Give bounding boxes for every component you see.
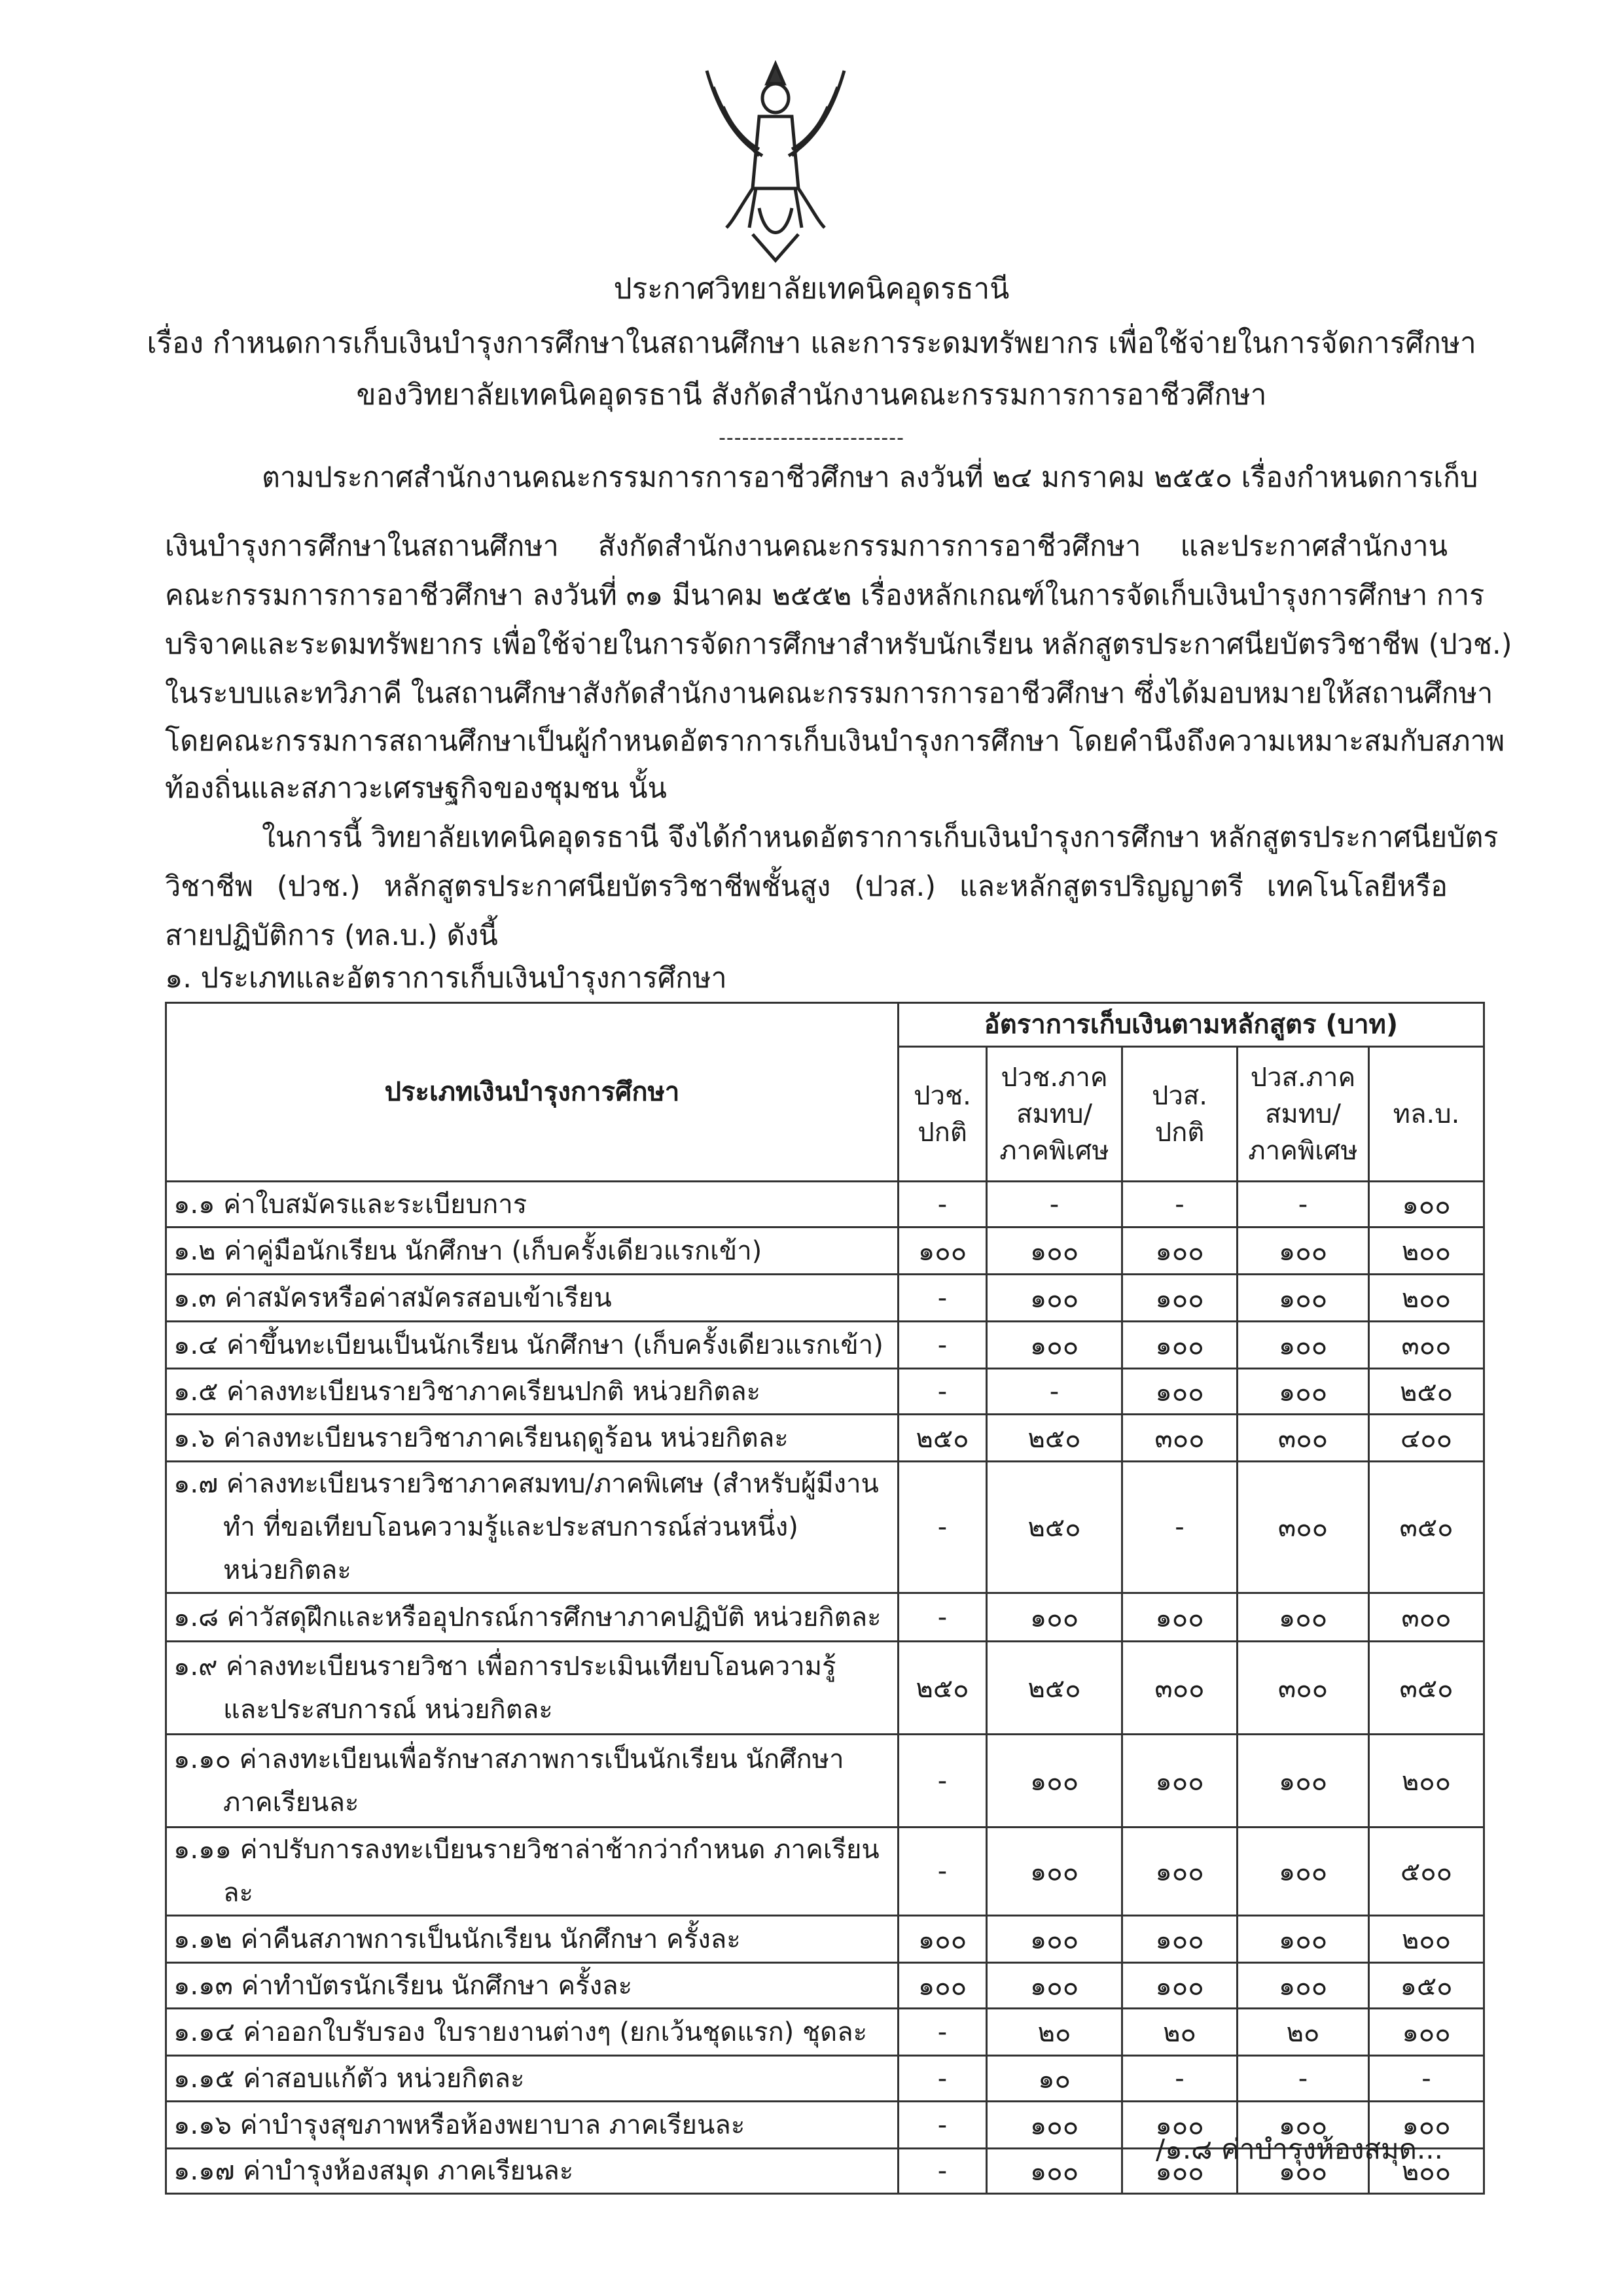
rate-cell: ๑๐๐	[987, 1963, 1122, 2009]
rate-cell: ๒๕๐	[987, 1642, 1122, 1735]
rate-cell: ๑๐๐	[987, 1593, 1122, 1642]
rate-cell: ๓๕๐	[1369, 1462, 1484, 1593]
rate-cell: ๑๐๐	[987, 2102, 1122, 2149]
paragraph-line: ในระบบและทวิภาคี ในสถานศึกษาสังกัดสำนักงานคณะกรรมการการอาชีวศึกษา ซึ่งได้มอบหมายให้สถานศึกษา	[165, 677, 1493, 710]
rate-cell: -	[1369, 2056, 1484, 2102]
paragraph-line: ตามประกาศสำนักงานคณะกรรมการการอาชีวศึกษา ลงวันที่ ๒๔ มกราคม ๒๕๕๐ เรื่องกำหนดการเก็บ	[262, 461, 1478, 494]
continuation-note: /๑.๘ ค่าบำรุงห้องสมุด...	[1156, 2133, 1443, 2165]
rate-cell: ๑๐๐	[1122, 1963, 1238, 2009]
rate-cell: ๑๐๐	[1238, 1828, 1369, 1916]
table-row	[166, 1369, 1484, 1415]
column-header-type: ประเภทเงินบำรุงการศึกษา	[166, 1003, 899, 1182]
paragraph-line: โดยคณะกรรมการสถานศึกษาเป็นผู้กำหนดอัตราการเก็บเงินบำรุงการศึกษา โดยคำนึงถึงความเหมาะสมกับสภาพ	[165, 725, 1505, 758]
rate-cell: ๑๐๐	[1238, 2102, 1369, 2149]
table-row	[166, 1322, 1484, 1369]
paragraph-line: วิชาชีพ (ปวช.) หลักสูตรประกาศนียบัตรวิชาชีพชั้นสูง (ปวส.) และหลักสูตรปริญญาตรี เทคโนโลยีหรือ	[165, 870, 1448, 903]
rate-cell: ๒๐	[1122, 2009, 1238, 2056]
rate-cell: ๑๐๐	[899, 1227, 987, 1275]
rate-cell: ๑๐๐	[987, 1735, 1122, 1828]
row-label: ๑.๒ ค่าคู่มือนักเรียน นักศึกษา (เก็บครั้งเดียวแรกเข้า)	[166, 1227, 899, 1275]
fee-table	[165, 1002, 1485, 2195]
rate-cell: -	[1122, 2056, 1238, 2102]
rate-cell: ๒๐	[987, 2009, 1122, 2056]
row-label: ๑.๑๐ ค่าลงทะเบียนเพื่อรักษาสภาพการเป็นนักเรียน นักศึกษา ภาคเรียนละ	[166, 1735, 899, 1828]
column-header: ปวช.ภาค สมทบ/ ภาคพิเศษ	[987, 1047, 1122, 1182]
column-header: ปวส. ปกติ	[1122, 1047, 1238, 1182]
paragraph-line: ในการนี้ วิทยาลัยเทคนิคอุดรธานี จึงได้กำหนดอัตราการเก็บเงินบำรุงการศึกษา หลักสูตรประกาศนียบัตร	[262, 821, 1499, 854]
row-label: ๑.๖ ค่าลงทะเบียนรายวิชาภาคเรียนฤดูร้อน หน่วยกิตละ	[166, 1415, 899, 1462]
paragraph-line: สายปฏิบัติการ (ทล.บ.) ดังนี้	[165, 919, 498, 952]
row-label: ๑.๙ ค่าลงทะเบียนรายวิชา เพื่อการประเมินเทียบโอนความรู้ และประสบการณ์ หน่วยกิตละ	[166, 1642, 899, 1735]
rate-cell: ๑๐๐	[1369, 2009, 1484, 2056]
rate-cell: -	[899, 1322, 987, 1369]
rate-cell: ๑๐๐	[1238, 1322, 1369, 1369]
rate-cell: ๒๕๐	[987, 1415, 1122, 1462]
table-row	[166, 1593, 1484, 1642]
column-header-rates: อัตราการเก็บเงินตามหลักสูตร (บาท)	[899, 1003, 1484, 1047]
rate-cell: -	[987, 1182, 1122, 1227]
rate-cell: ๑๐๐	[1122, 2102, 1238, 2149]
rate-cell: ๑๐	[987, 2056, 1122, 2102]
rate-cell: ๒๕๐	[1369, 1369, 1484, 1415]
rate-cell: -	[899, 2149, 987, 2194]
row-label: ๑.๓ ค่าสมัครหรือค่าสมัครสอบเข้าเรียน	[166, 1275, 899, 1322]
row-label: ๑.๔ ค่าขึ้นทะเบียนเป็นนักเรียน นักศึกษา (เก็บครั้งเดียวแรกเข้า)	[166, 1322, 899, 1369]
rate-cell: -	[1122, 1462, 1238, 1593]
rate-cell: -	[1238, 1182, 1369, 1227]
rate-cell: ๑๐๐	[1238, 1593, 1369, 1642]
rate-cell: -	[899, 1275, 987, 1322]
rate-cell: ๑๐๐	[1238, 1369, 1369, 1415]
rate-cell: ๓๐๐	[1122, 1415, 1238, 1462]
subject-line: ของวิทยาลัยเทคนิคอุดรธานี สังกัดสำนักงานคณะกรรมการการอาชีวศึกษา	[356, 378, 1267, 412]
rate-cell: ๒๕๐	[899, 1415, 987, 1462]
row-label: ๑.๑๒ ค่าคืนสภาพการเป็นนักเรียน นักศึกษา ครั้งละ	[166, 1916, 899, 1963]
rate-cell: ๑๐๐	[1238, 1227, 1369, 1275]
table-row	[166, 1828, 1484, 1916]
rate-cell: ๑๐๐	[1122, 1369, 1238, 1415]
rate-cell: ๑๕๐	[1369, 1963, 1484, 2009]
rate-cell: ๓๐๐	[1238, 1462, 1369, 1593]
table-row	[166, 2009, 1484, 2056]
rate-cell: ๑๐๐	[899, 1916, 987, 1963]
rate-cell: ๑๐๐	[1122, 1275, 1238, 1322]
rate-cell: ๑๐๐	[1122, 1828, 1238, 1916]
rate-cell: ๓๐๐	[1238, 1642, 1369, 1735]
table-row	[166, 1642, 1484, 1735]
section-heading: ๑. ประเภทและอัตราการเก็บเงินบำรุงการศึกษา	[165, 962, 727, 995]
row-label: ๑.๘ ค่าวัสดุฝึกและหรืออุปกรณ์การศึกษาภาคปฏิบัติ หน่วยกิตละ	[166, 1593, 899, 1642]
rate-cell: ๑๐๐	[1369, 1182, 1484, 1227]
row-label: ๑.๑ ค่าใบสมัครและระเบียบการ	[166, 1182, 899, 1227]
rate-cell: -	[899, 1462, 987, 1593]
rate-cell: -	[899, 1369, 987, 1415]
rate-cell: -	[899, 1182, 987, 1227]
rate-cell: ๓๕๐	[1369, 1642, 1484, 1735]
rate-cell: ๑๐๐	[1238, 2149, 1369, 2194]
rate-cell: ๑๐๐	[1122, 1322, 1238, 1369]
rate-cell: ๑๐๐	[1238, 1735, 1369, 1828]
rate-cell: ๑๐๐	[1122, 1593, 1238, 1642]
rate-cell: ๑๐๐	[1122, 1735, 1238, 1828]
rate-cell: ๑๐๐	[987, 1322, 1122, 1369]
row-label: ๑.๑๗ ค่าบำรุงห้องสมุด ภาคเรียนละ	[166, 2149, 899, 2194]
rate-cell: ๑๐๐	[1238, 1275, 1369, 1322]
rate-cell: ๒๐	[1238, 2009, 1369, 2056]
row-label: ๑.๑๕ ค่าสอบแก้ตัว หน่วยกิตละ	[166, 2056, 899, 2102]
table-row	[166, 1735, 1484, 1828]
document-title: ประกาศวิทยาลัยเทคนิคอุดรธานี	[613, 272, 1010, 306]
rate-cell: -	[899, 1828, 987, 1916]
rate-cell: ๕๐๐	[1369, 1828, 1484, 1916]
rate-cell: ๓๐๐	[1369, 1593, 1484, 1642]
table-row	[166, 1275, 1484, 1322]
rate-cell: ๑๐๐	[1122, 1916, 1238, 1963]
rate-cell: -	[899, 1735, 987, 1828]
rate-cell: ๓๐๐	[1238, 1415, 1369, 1462]
rate-cell: -	[899, 2056, 987, 2102]
row-label: ๑.๗ ค่าลงทะเบียนรายวิชาภาคสมทบ/ภาคพิเศษ (สำหรับผู้มีงานทำ ที่ขอเทียบโอนความรู้และประสบการณ์ส่วนหนึ่ง) หน่วยกิตละ	[166, 1462, 899, 1593]
column-header: ปวช. ปกติ	[899, 1047, 987, 1182]
rate-cell: -	[899, 2009, 987, 2056]
rate-cell: ๓๐๐	[1122, 1642, 1238, 1735]
rate-cell: ๑๐๐	[1238, 1963, 1369, 2009]
rate-cell: -	[899, 1593, 987, 1642]
row-label: ๑.๕ ค่าลงทะเบียนรายวิชาภาคเรียนปกติ หน่วยกิตละ	[166, 1369, 899, 1415]
paragraph-line: คณะกรรมการการอาชีวศึกษา ลงวันที่ ๓๑ มีนาคม ๒๕๕๒ เรื่องหลักเกณฑ์ในการจัดเก็บเงินบำรุงการศึกษา การ	[165, 579, 1485, 612]
column-header: ทล.บ.	[1369, 1047, 1484, 1182]
rate-cell: ๑๐๐	[899, 1963, 987, 2009]
column-header: ปวส.ภาค สมทบ/ ภาคพิเศษ	[1238, 1047, 1369, 1182]
rate-cell: -	[1238, 2056, 1369, 2102]
rate-cell: ๒๕๐	[899, 1642, 987, 1735]
table-row	[166, 1182, 1484, 1227]
rate-cell: ๒๕๐	[987, 1462, 1122, 1593]
paragraph-line: ท้องถิ่นและสภาวะเศรษฐกิจของชุมชน นั้น	[165, 772, 667, 805]
table-row	[166, 2056, 1484, 2102]
table-row	[166, 1227, 1484, 1275]
rate-cell: ๑๐๐	[987, 1828, 1122, 1916]
rate-cell: ๔๐๐	[1369, 1415, 1484, 1462]
rate-cell: ๑๐๐	[987, 1275, 1122, 1322]
row-label: ๑.๑๔ ค่าออกใบรับรอง ใบรายงานต่างๆ (ยกเว้นชุดแรก) ชุดละ	[166, 2009, 899, 2056]
rate-cell: -	[987, 1369, 1122, 1415]
rate-cell: ๑๐๐	[1122, 2149, 1238, 2194]
row-label: ๑.๑๖ ค่าบำรุงสุขภาพหรือห้องพยาบาล ภาคเรียนละ	[166, 2102, 899, 2149]
paragraph-line: เงินบำรุงการศึกษาในสถานศึกษา สังกัดสำนักงานคณะกรรมการการอาชีวศึกษา และประกาศสำนักงาน	[165, 530, 1448, 563]
rate-cell: ๑๐๐	[1122, 1227, 1238, 1275]
rate-cell: ๒๐๐	[1369, 1227, 1484, 1275]
paragraph-line: บริจาคและระดมทรัพยากร เพื่อใช้จ่ายในการจัดการศึกษาสำหรับนักเรียน หลักสูตรประกาศนียบัตรวิชาชีพ (ปวช.)	[165, 628, 1512, 661]
rate-cell: ๑๐๐	[1369, 2102, 1484, 2149]
rate-cell: ๒๐๐	[1369, 1735, 1484, 1828]
rate-cell: ๒๐๐	[1369, 2149, 1484, 2194]
rate-cell: ๑๐๐	[987, 2149, 1122, 2194]
table-row	[166, 1963, 1484, 2009]
rate-cell: ๑๐๐	[987, 1916, 1122, 1963]
table-row	[166, 1415, 1484, 1462]
rate-cell: ๑๐๐	[987, 1227, 1122, 1275]
row-label: ๑.๑๑ ค่าปรับการลงทะเบียนรายวิชาล่าช้ากว่ากำหนด ภาคเรียนละ	[166, 1828, 899, 1916]
subject-line: เรื่อง กำหนดการเก็บเงินบำรุงการศึกษาในสถานศึกษา และการระดมทรัพยากร เพื่อใช้จ่ายในการจัดการศึกษา	[147, 327, 1476, 360]
rate-cell: ๑๐๐	[1238, 1916, 1369, 1963]
rate-cell: ๓๐๐	[1369, 1322, 1484, 1369]
garuda-emblem-icon	[694, 58, 857, 267]
separator: ------------------------	[719, 427, 904, 450]
table-row	[166, 1462, 1484, 1593]
rate-cell: ๒๐๐	[1369, 1275, 1484, 1322]
row-label: ๑.๑๓ ค่าทำบัตรนักเรียน นักศึกษา ครั้งละ	[166, 1963, 899, 2009]
table-row	[166, 1916, 1484, 1963]
rate-cell: -	[1122, 1182, 1238, 1227]
rate-cell: -	[899, 2102, 987, 2149]
rate-cell: ๒๐๐	[1369, 1916, 1484, 1963]
